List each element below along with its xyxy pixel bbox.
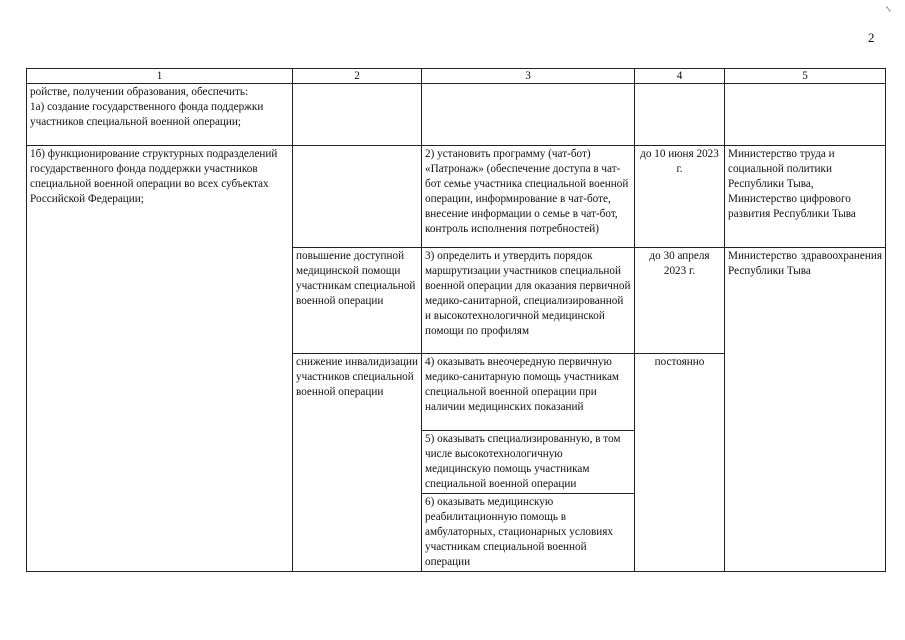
measure-cell: 5) оказывать специализированную, в том числе высокотехнологичную медицинскую помощь участникам специальной военной операции <box>422 431 635 494</box>
task-cell: ройстве, получении образования, обеспечить: 1а) создание государственного фонда поддержки участников специальной военной операции; <box>27 84 293 146</box>
header-col-3: 3 <box>422 69 635 84</box>
goal-cell <box>293 84 422 146</box>
header-row <box>27 69 886 84</box>
task-cell: 1б) функционирование структурных подразделений государственного фонда поддержки участников специальной военной операции во всех субъектах Российской Федерации; <box>27 146 293 572</box>
table-row <box>27 146 886 248</box>
goal-cell: повышение доступной медицинской помощи участникам специальной военной операции <box>293 248 422 354</box>
plan-table <box>26 68 886 572</box>
measure-cell <box>422 84 635 146</box>
responsible-cell <box>725 84 886 146</box>
responsible-cell: Министерство труда и социальной политики Республики Тыва, Министерство цифрового развития Республики Тыва <box>725 146 886 248</box>
goal-cell <box>293 146 422 248</box>
table-row <box>27 84 886 146</box>
header-col-2: 2 <box>293 69 422 84</box>
deadline-cell: до 30 апреля 2023 г. <box>635 248 725 354</box>
measure-cell: 2) установить программу (чат-бот) «Патронаж» (обеспечение доступа в чат-бот семье участника специальной военной операции, информирование в чат-боте, внесение информации о семье в чат-бот, контроль исполнения потребностей) <box>422 146 635 248</box>
deadline-cell: до 10 июня 2023 г. <box>635 146 725 248</box>
corner-mark: 1 <box>883 3 893 15</box>
goal-cell: снижение инвалидизации участников специальной военной операции <box>293 354 422 572</box>
header-col-1: 1 <box>27 69 293 84</box>
page-number: 2 <box>868 30 875 45</box>
deadline-cell <box>635 84 725 146</box>
deadline-cell: постоянно <box>635 354 725 572</box>
responsible-cell: Министерство здравоохранения Республики Тыва <box>725 248 886 572</box>
measure-cell: 6) оказывать медицинскую реабилитационную помощь в амбулаторных, стационарных условиях участникам специальной военной операции <box>422 494 635 572</box>
measure-cell: 4) оказывать внеочередную первичную медико-санитарную помощь участникам специальной военной операции при наличии медицинских показаний <box>422 354 635 431</box>
header-col-4: 4 <box>635 69 725 84</box>
header-col-5: 5 <box>725 69 886 84</box>
measure-cell: 3) определить и утвердить порядок маршрутизации участников специальной военной операции для оказания первичной медико-санитарной, специализированной и высокотехнологичной медицинской помощи по профилям <box>422 248 635 354</box>
